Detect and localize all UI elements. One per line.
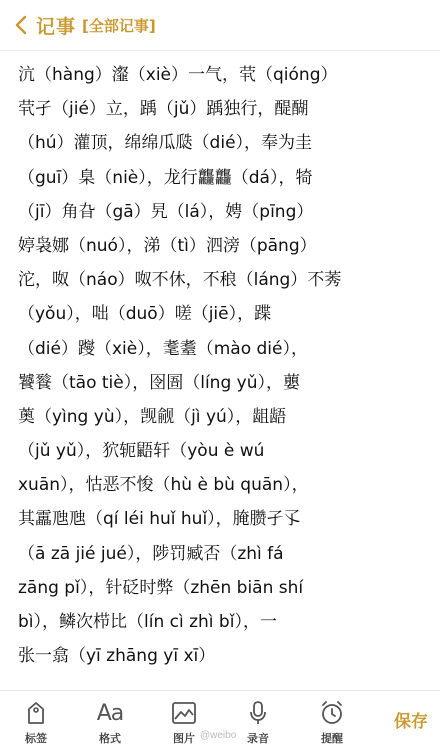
note-line: 沆（hàng）瀣（xiè）一气，茕（qióng） xyxy=(18,65,338,85)
format-button[interactable] xyxy=(80,691,140,751)
category-filter[interactable]: [全部记事] xyxy=(82,16,156,35)
note-line: bì），鳞次栉比（lín cì zhì bǐ），一 xyxy=(18,612,277,632)
note-line: 饕餮（tāo tiè），囹圄（líng yǔ），蘡 xyxy=(18,372,300,393)
top-bar xyxy=(0,0,440,51)
note-line: （ā zā jié jué），陟罚臧否（zhì fá xyxy=(18,543,284,564)
back-arrow-icon[interactable] xyxy=(12,13,30,37)
note-line: （jǔ yǔ），狖轭鼯轩（yòu è wú xyxy=(18,441,265,462)
record-label: 录音 xyxy=(247,732,269,745)
note-line: 其靁虺虺（qí léi huǐ huǐ），腌臜孑孓 xyxy=(18,509,301,530)
note-line: （yǒu），咄（duō）嗟（jiē），蹀 xyxy=(18,304,272,325)
note-line: （dié）躞（xiè），耄耋（mào dié）， xyxy=(18,338,308,359)
note-line: 茕孑（jié）立，踽（jǔ）踽独行，醍醐 xyxy=(18,99,309,120)
tag-button[interactable] xyxy=(6,691,66,751)
format-icon xyxy=(97,699,124,727)
format-glyph: Aa xyxy=(96,700,124,726)
note-line: 沱，呶（náo）呶不休，不稂（láng）不莠 xyxy=(18,270,342,291)
bottom-toolbar xyxy=(0,690,440,751)
reminder-button[interactable] xyxy=(302,691,362,751)
format-label: 格式 xyxy=(99,732,121,745)
tag-icon xyxy=(26,699,46,727)
note-line: zāng pǐ），针砭时弊（zhēn biān shí xyxy=(18,577,304,598)
image-icon xyxy=(171,699,197,727)
page-title: 记事 xyxy=(36,15,77,38)
note-line: （jī）角旮（gā）旯（lá），娉（pīng） xyxy=(18,201,314,222)
image-label: 图片 xyxy=(173,732,195,745)
note-line: 张一翕（yī zhāng yī xī） xyxy=(18,646,216,667)
note-line: 婷袅娜（nuó），涕（tì）泗滂（pāng） xyxy=(18,235,317,256)
note-line: xuān），怙恶不悛（hù è bù quān）， xyxy=(18,475,309,496)
microphone-icon xyxy=(248,699,268,727)
note-line: 薁（yìng yù），觊觎（jì yú），龃龉 xyxy=(18,406,287,427)
tag-label: 标签 xyxy=(25,732,47,745)
note-content-area[interactable] xyxy=(18,58,422,673)
watermark: @weibo xyxy=(200,730,237,741)
note-line: （guī）臬（niè），龙行龘龘（dá），犄 xyxy=(18,167,313,188)
alarm-clock-icon xyxy=(319,699,345,727)
reminder-label: 提醒 xyxy=(321,732,343,745)
image-button[interactable] xyxy=(154,691,214,751)
save-button[interactable]: 保存 xyxy=(394,712,428,732)
note-line: （hú）灌顶，绵绵瓜瓞（dié），奉为圭 xyxy=(18,133,313,154)
record-button[interactable] xyxy=(228,691,288,751)
